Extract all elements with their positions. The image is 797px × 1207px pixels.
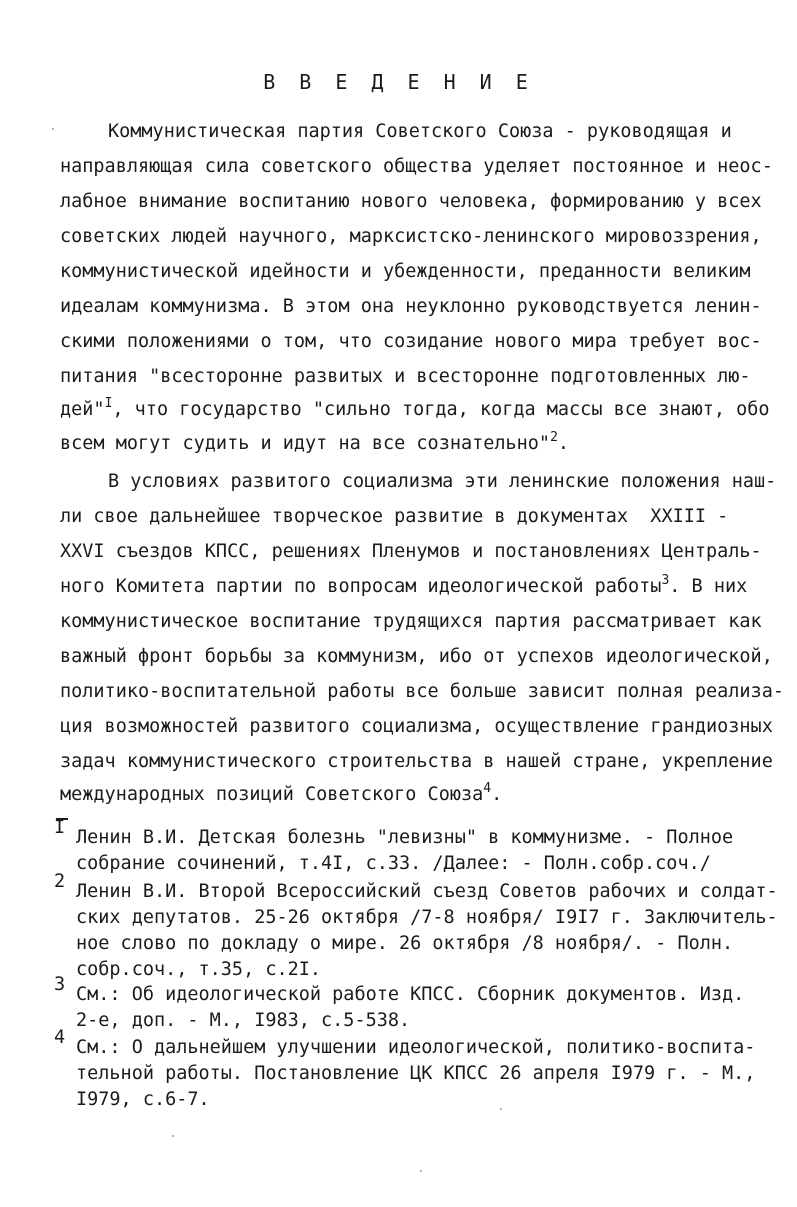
body-line xyxy=(60,575,747,599)
body-line xyxy=(60,365,751,389)
body-line-text: направляющая сила советского общества уделяет постоянное и неос- xyxy=(60,156,773,177)
body-line-text: В условиях развитого социализма эти ленинские положения наш- xyxy=(108,471,777,492)
body-line-continuation: , что государство "сильно тогда, когда массы все знают, обо xyxy=(112,399,770,420)
footnote-line: Ленин В.И. Второй Всероссийский съезд Советов рабочих и солдат- xyxy=(76,881,778,902)
body-line xyxy=(108,120,732,144)
body-line xyxy=(60,225,762,249)
body-line-continuation: . В них xyxy=(669,576,748,597)
body-line-text: важный фронт борьбы за коммунизм, ибо от успехов идеологической, xyxy=(60,646,773,667)
body-line xyxy=(60,680,784,704)
body-line xyxy=(60,610,762,634)
body-line-text: дей" xyxy=(60,399,105,420)
footnote-line: собр.соч., т.35, с.2I. xyxy=(76,959,322,980)
body-line-text: ция возможностей развитого социализма, осуществление грандиозных xyxy=(60,716,773,737)
body-line xyxy=(60,715,773,739)
body-line-continuation: . xyxy=(557,433,570,454)
body-line xyxy=(60,750,773,774)
footnote-reference: 2 xyxy=(550,430,558,445)
body-line xyxy=(60,155,773,179)
body-line-text: питания "всесторонне развитых и всесторонне подготовленных лю- xyxy=(60,366,751,387)
footnote-line: ное слово по докладу о мире. 26 октября /8 ноября/. - Полн. xyxy=(76,933,734,954)
footnote-mark: 2 xyxy=(54,871,66,892)
body-line xyxy=(60,432,569,456)
body-line-text: Коммунистическая партия Советского Союза - руководящая и xyxy=(108,121,732,142)
footnote-mark: 3 xyxy=(54,974,66,995)
footnote-line: собрание сочинений, т.4I, с.33. /Далее: - Полн.собр.соч./ xyxy=(76,853,711,874)
body-line-text: задач коммунистического строительства в нашей стране, укрепление xyxy=(60,751,773,772)
body-line xyxy=(60,398,770,422)
body-line xyxy=(60,505,728,529)
body-line-continuation: . xyxy=(491,784,503,805)
body-line xyxy=(60,190,762,214)
footnote-mark: I xyxy=(54,817,66,838)
footnote-line: Ленин В.И. Детская болезнь "левизны" в коммунизме. - Полное xyxy=(76,827,734,848)
paper-speck xyxy=(172,1135,174,1137)
body-line-text: ного Комитета партии по вопросам идеологической работы xyxy=(60,576,662,597)
body-line-text: политико-воспитательной работы все больше зависит полная реализа- xyxy=(60,681,784,702)
footnote-line: 2-е, доп. - М., I983, с.5-538. xyxy=(76,1010,411,1031)
body-line xyxy=(60,330,762,354)
page-title: В В Е Д Е Н И Е xyxy=(263,70,534,94)
paper-speck xyxy=(52,128,54,130)
footnote-line: ских депутатов. 25-26 октября /7-8 ноября/ I9I7 г. Заключитель- xyxy=(76,907,778,928)
body-line-text: идеалам коммунизма. В этом она неуклонно руководствуется ленин- xyxy=(60,296,762,317)
footnote-reference: 4 xyxy=(483,781,492,796)
body-line-text: советских людей научного, марксистско-ленинского мировоззрения, xyxy=(60,226,762,247)
body-line-text: XXVI съездов КПСС, решениях Пленумов и постановлениях Централь- xyxy=(60,541,762,562)
paper-speck xyxy=(500,1108,502,1110)
body-line-text: коммунистическое воспитание трудящихся партия рассматривает как xyxy=(60,611,762,632)
body-line-text: ли свое дальнейшее творческое развитие в документах XXIII - xyxy=(60,506,729,527)
body-line-text: скими положениями о том, что созидание нового мира требует вос- xyxy=(60,331,762,352)
body-line xyxy=(60,295,762,319)
paper-speck xyxy=(420,1170,422,1172)
body-line xyxy=(60,783,502,807)
body-line-text: коммунистической идейности и убежденности, преданности великим xyxy=(60,261,751,282)
footnote-mark: 4 xyxy=(54,1027,66,1048)
footnote-line: См.: Об идеологической работе КПСС. Сборник документов. Изд. xyxy=(76,984,745,1005)
body-line xyxy=(108,470,776,494)
footnote-line: тельной работы. Постановление ЦК КПСС 26 апреля I979 г. - М., xyxy=(76,1063,756,1084)
footnote-reference: I xyxy=(104,396,113,411)
footnote-line: См.: О дальнейшем улучшении идеологической, политико-воспита- xyxy=(76,1037,756,1058)
body-line xyxy=(60,540,762,564)
footnote-line: I979, с.6-7. xyxy=(76,1089,210,1110)
body-line-text: лабное внимание воспитанию нового человека, формированию у всех xyxy=(60,191,762,212)
body-line-text: всем могут судить и идут на все сознательно" xyxy=(60,433,551,454)
body-line-text: международных позиций Советского Союза xyxy=(60,784,484,805)
body-line xyxy=(60,645,773,669)
footnote-reference: 3 xyxy=(661,573,670,588)
body-line xyxy=(60,260,751,284)
